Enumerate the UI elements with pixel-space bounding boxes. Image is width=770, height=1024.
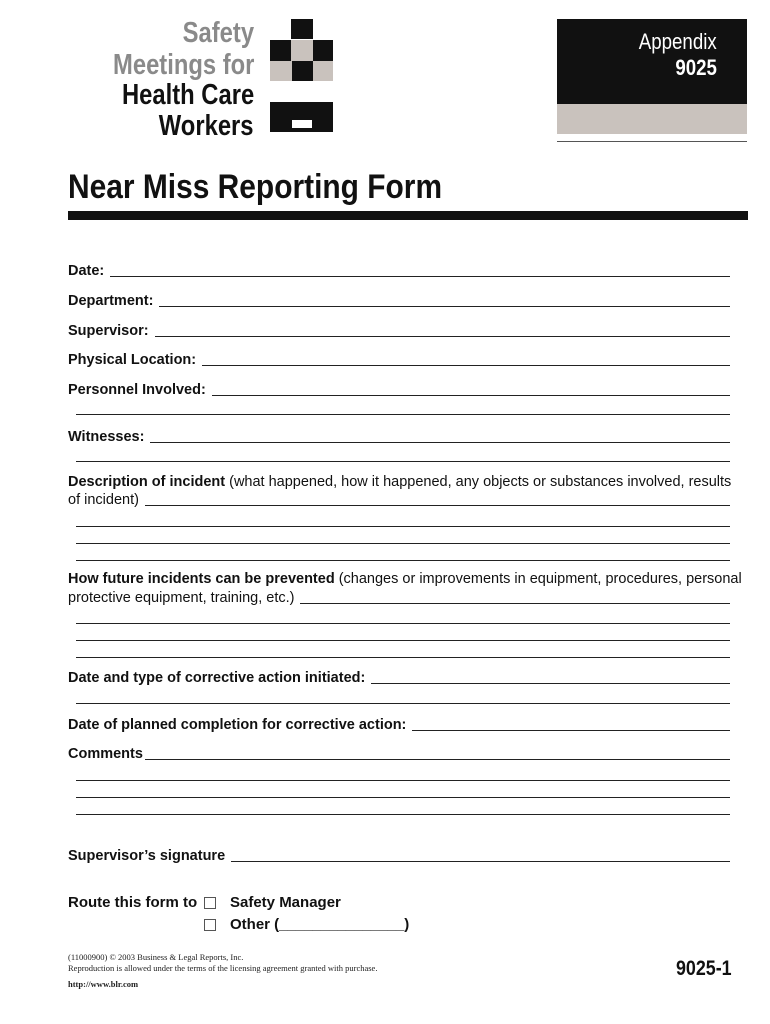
supervisor-field[interactable] [155,336,730,337]
prevention-row-4 [76,642,730,660]
witnesses-row [68,427,730,445]
comments-field-2[interactable] [76,780,730,781]
planned-completion-field[interactable] [412,730,730,731]
description-prompt [68,474,738,490]
safety-manager-checkbox[interactable] [204,897,216,909]
title-rule [68,211,748,220]
website-link[interactable]: http://www.blr.com [68,979,139,989]
description-hint: (what happened, how it happened, any objects or substances involved, results [225,474,732,490]
department-label: Department: [68,293,154,309]
witnesses-label: Witnesses: [68,429,145,445]
route-label: Route this form to [68,894,198,911]
description-label: Description of incident [68,474,226,490]
publication-title-line4: Workers [159,110,254,142]
prevention-row [68,588,730,606]
header-rule [557,141,747,142]
route-option-other[interactable] [204,916,409,933]
personnel-label: Personnel Involved: [68,382,206,398]
signature-row [68,846,730,864]
prevention-field[interactable] [300,603,730,604]
publication-title-line3: Health Care [121,79,254,111]
prevention-field-4[interactable] [76,657,730,658]
supervisor-label: Supervisor: [68,323,149,339]
description-hint-2: of incident) [68,492,139,508]
prevention-field-2[interactable] [76,623,730,624]
prevention-row-2 [76,608,730,626]
prevention-row-3 [76,625,730,643]
appendix-label: Appendix [639,29,717,54]
description-field-4[interactable] [76,560,730,561]
prevention-prompt [68,571,742,587]
comments-row [68,744,730,762]
description-field-2[interactable] [76,526,730,527]
signature-field[interactable] [231,861,730,862]
corrective-action-row [68,668,730,686]
personnel-row-2 [76,399,730,417]
prevention-hint-2: protective equipment, training, etc.) [68,590,295,606]
planned-completion-row [68,715,730,733]
witnesses-row-2 [76,446,730,464]
date-row [68,261,730,279]
corrective-action-field[interactable] [371,683,730,684]
description-row-2 [76,511,730,529]
appendix-number: 9025 [675,55,717,80]
personnel-row [68,380,730,398]
department-field[interactable] [159,306,730,307]
description-row [68,490,730,508]
description-field-3[interactable] [76,543,730,544]
description-field[interactable] [145,505,730,506]
comments-row-3 [76,782,730,800]
corrective-action-label: Date and type of corrective action initiated: [68,670,366,686]
corrective-action-field-2[interactable] [76,703,730,704]
comments-label: Comments [68,746,143,762]
appendix-accent-bar [557,104,747,134]
license-text: Reproduction is allowed under the terms of the licensing agreement granted with purchase. [68,963,378,973]
comments-row-2 [76,765,730,783]
safety-manager-label: Safety Manager [230,894,341,911]
publication-title-line1: Safety [182,17,254,49]
corrective-action-row-2 [76,688,730,706]
signature-label: Supervisor’s signature [68,848,226,864]
comments-field-3[interactable] [76,797,730,798]
publication-title-line2: Meetings for [112,49,254,81]
comments-field-4[interactable] [76,814,730,815]
appendix-box [557,19,747,104]
department-row [68,291,730,309]
personnel-field[interactable] [212,395,730,396]
supervisor-row [68,321,730,339]
location-row [68,350,730,368]
location-label: Physical Location: [68,352,197,368]
other-checkbox[interactable] [204,919,216,931]
other-label: Other (_______________) [230,916,410,933]
prevention-field-3[interactable] [76,640,730,641]
description-row-4 [76,545,730,563]
location-field[interactable] [202,365,730,366]
date-field[interactable] [110,276,730,277]
date-label: Date: [68,263,105,279]
form-title: Near Miss Reporting Form [68,168,443,206]
witnesses-field[interactable] [150,442,730,443]
personnel-field-2[interactable] [76,414,730,415]
description-row-3 [76,528,730,546]
page-number: 9025-1 [676,957,732,980]
copyright-text: (11000900) © 2003 Business & Legal Reports, Inc. [68,952,244,962]
witnesses-field-2[interactable] [76,461,730,462]
comments-field[interactable] [145,759,730,760]
route-option-safety-manager[interactable] [204,894,341,911]
prevention-hint: (changes or improvements in equipment, procedures, personal [334,571,742,587]
comments-row-4 [76,799,730,817]
prevention-label: How future incidents can be prevented [68,571,335,587]
planned-completion-label: Date of planned completion for corrective action: [68,717,407,733]
